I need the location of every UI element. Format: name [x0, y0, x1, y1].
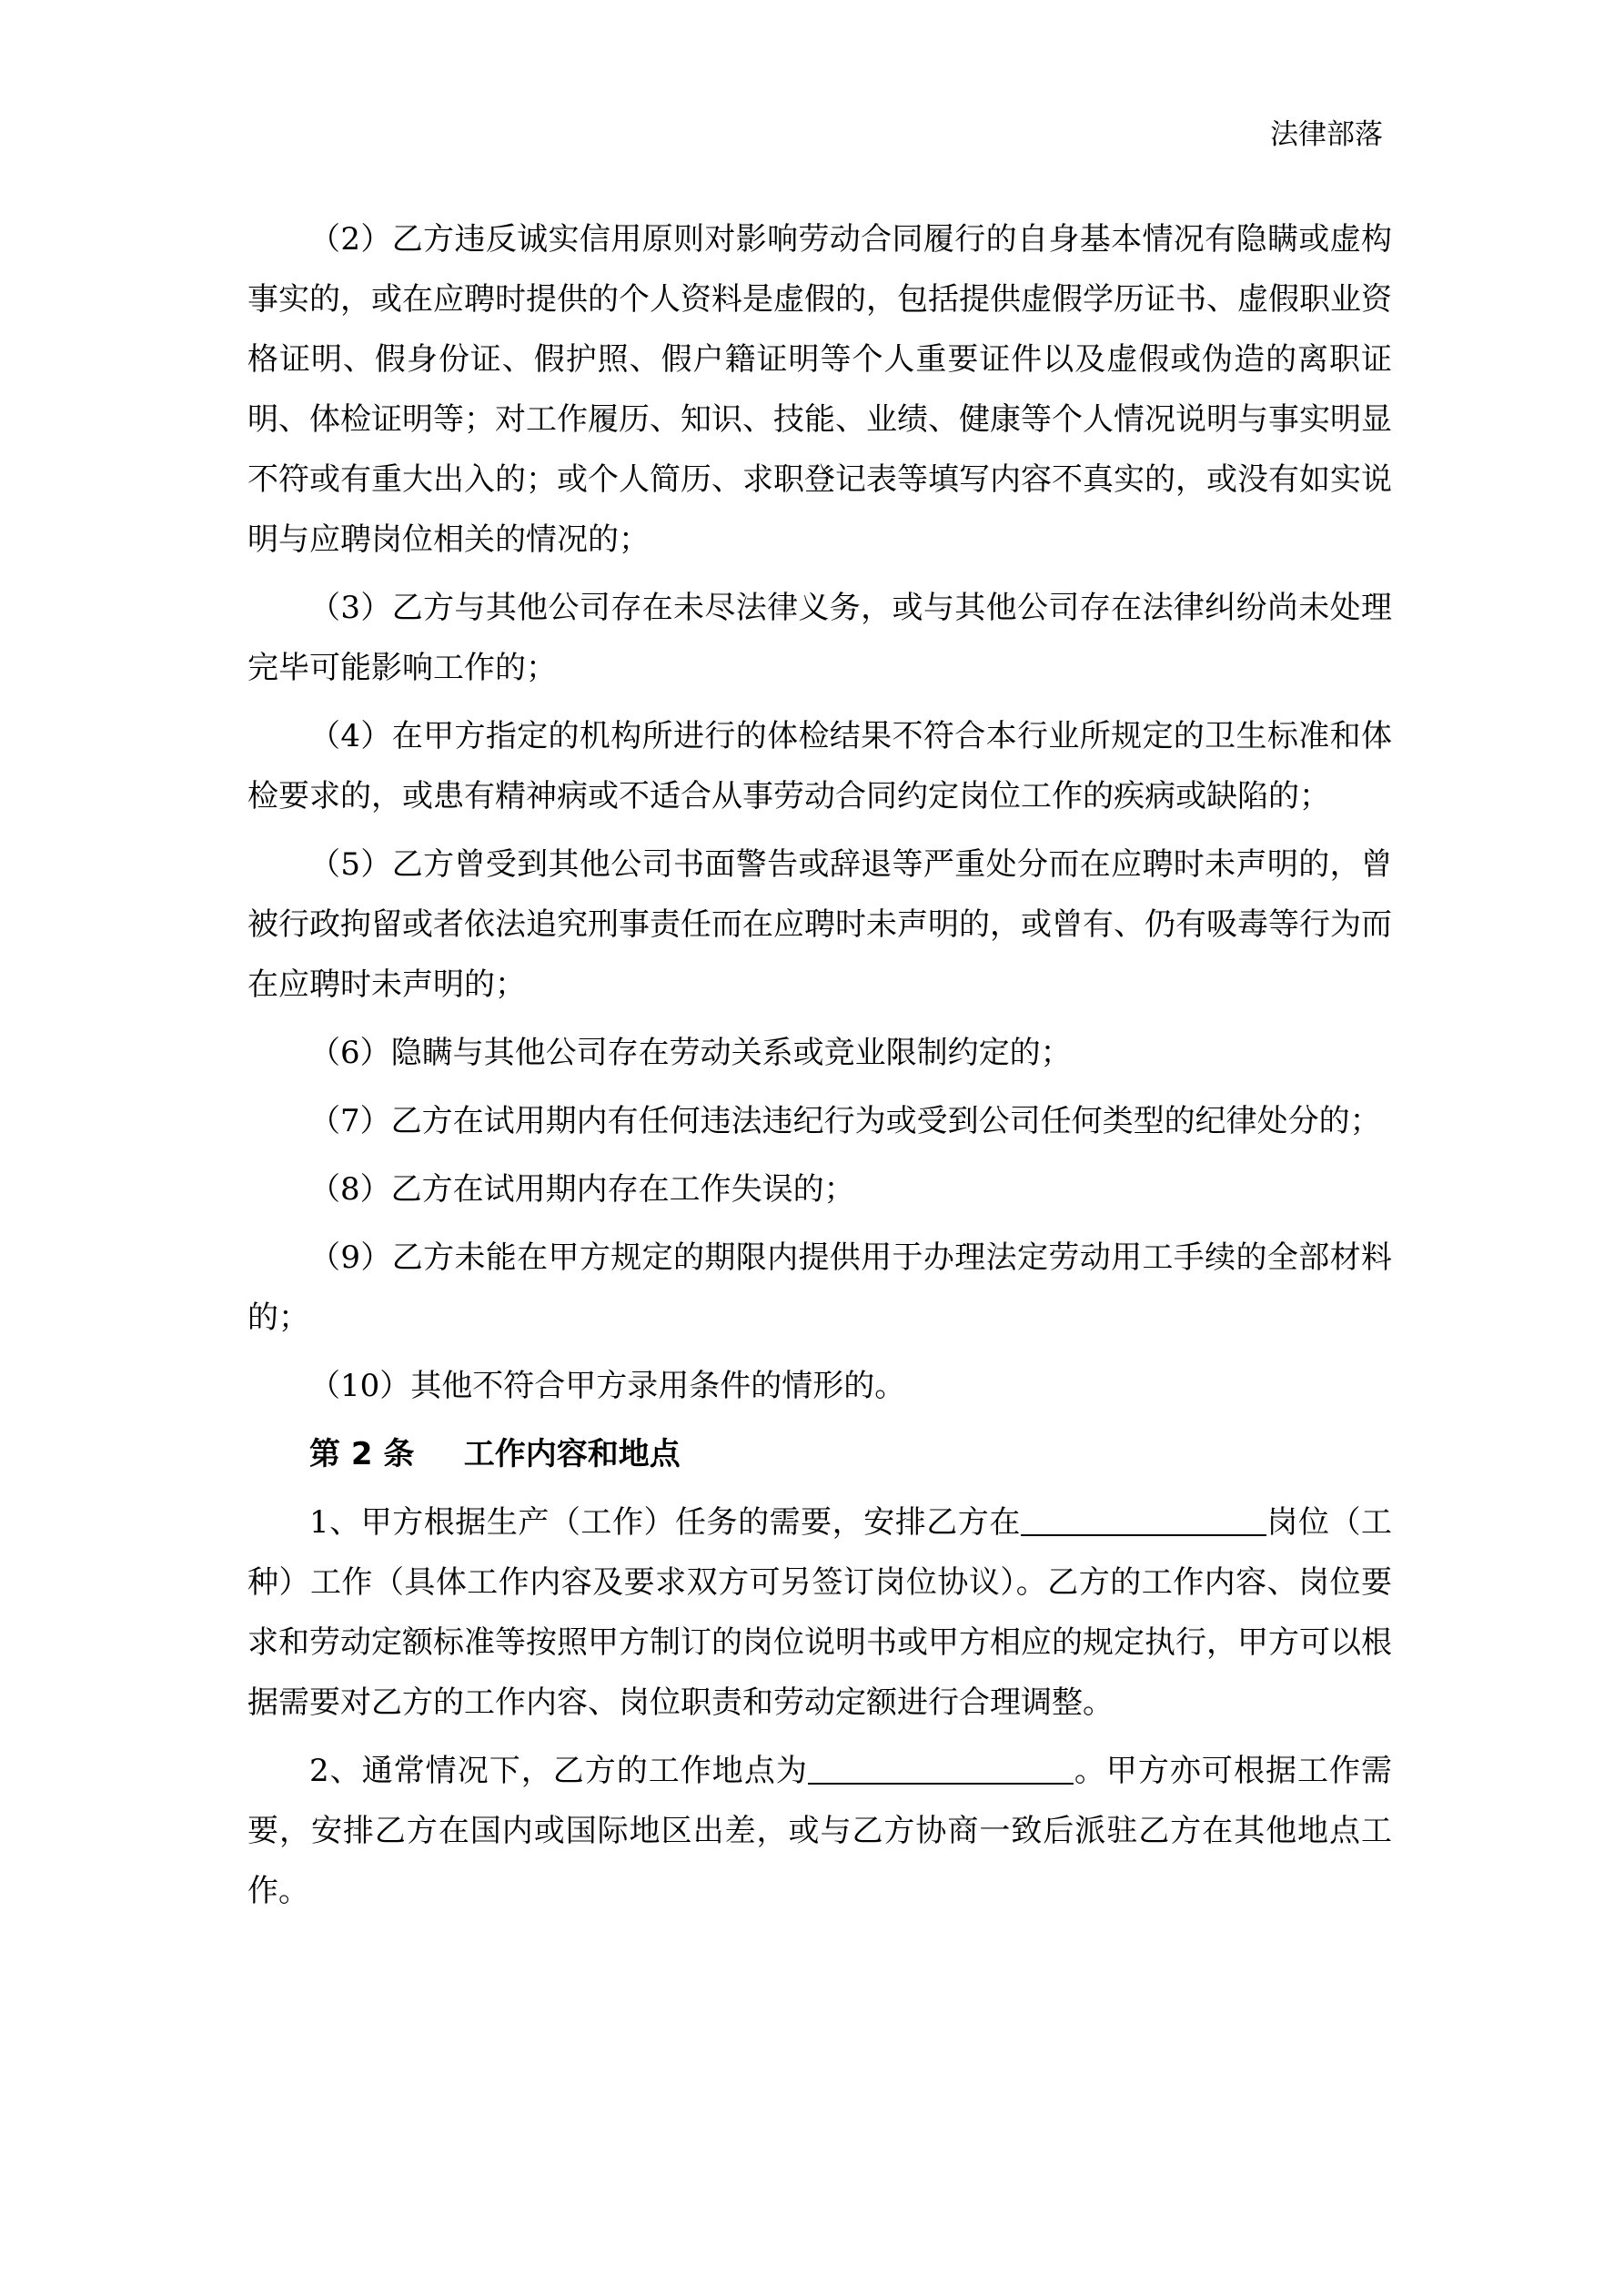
clause-item-2: （2）乙方违反诚实信用原则对影响劳动合同履行的自身基本情况有隐瞒或虚构事实的，或在应聘时提供的个人资料是虚假的，包括提供虚假学历证书、虚假职业资格证明、假身份证、假护照、假户籍证明等个人重要证件以及虚假或伪造的离职证明、体检证明等；对工作履历、知识、技能、业绩、健康等个人情况说明与事实明显不符或有重大出入的；或个人简历、求职登记表等填写内容不真实的，或没有如实说明与应聘岗位相关的情况的；: [247, 221, 1392, 558]
clause-item-9: （9）乙方未能在甲方规定的期限内提供用于办理法定劳动用工手续的全部材料的；: [247, 1239, 1392, 1336]
clause-item-8: （8）乙方在试用期内存在工作失误的；: [309, 1171, 855, 1208]
document-body: [247, 209, 1392, 1929]
clause-item-4: （4）在甲方指定的机构所进行的体检结果不符合本行业所规定的卫生标准和体检要求的，或患有精神病或不适合从事劳动合同约定岗位工作的疾病或缺陷的；: [247, 718, 1392, 814]
clause-item-7: （7）乙方在试用期内有任何违法违纪行为或受到公司任何类型的纪律处分的；: [309, 1103, 1381, 1139]
clause-item-3: （3）乙方与其他公司存在未尽法律义务，或与其他公司存在法律纠纷尚未处理完毕可能影响工作的；: [247, 590, 1392, 686]
location-blank-line: [808, 1748, 1074, 1785]
page-header-label: 法律部落: [1270, 118, 1383, 151]
paragraph-1-rest: 岗位（工种）工作（具体工作内容及要求双方可另签订岗位协议）。乙方的工作内容、岗位要求和劳动定额标准等按照甲方制订的岗位说明书或甲方相应的规定执行，甲方可以根据需要对乙方的工作内容、岗位职责和劳动定额进行合理调整。: [247, 1504, 1393, 1721]
clause-item-6: （6）隐瞒与其他公司存在劳动关系或竞业限制约定的；: [309, 1035, 1072, 1071]
article-number: 第 2 条: [309, 1436, 415, 1472]
paragraph-2-lead: 2、通常情况下，乙方的工作地点为: [309, 1753, 808, 1789]
article-paragraph-1: [247, 1492, 1392, 1733]
paragraph-2-rest: 。甲方亦可根据工作需要，安排乙方在国内或国际地区出差，或与乙方协商一致后派驻乙方在其他地点工作。: [247, 1753, 1392, 1909]
article-heading: [247, 1424, 1392, 1484]
position-blank-line: [1021, 1500, 1266, 1536]
article-paragraph-2: [247, 1741, 1392, 1921]
clause-item-5: （5）乙方曾受到其他公司书面警告或辞退等严重处分而在应聘时未声明的，曾被行政拘留或者依法追究刑事责任而在应聘时未声明的，或曾有、仍有吸毒等行为而在应聘时未声明的；: [247, 846, 1392, 1003]
paragraph-1-lead: 1、甲方根据生产（工作）任务的需要，安排乙方在: [309, 1504, 1021, 1541]
clause-item-10: （10）其他不符合甲方录用条件的情形的。: [309, 1368, 906, 1404]
article-title: 工作内容和地点: [463, 1436, 681, 1472]
